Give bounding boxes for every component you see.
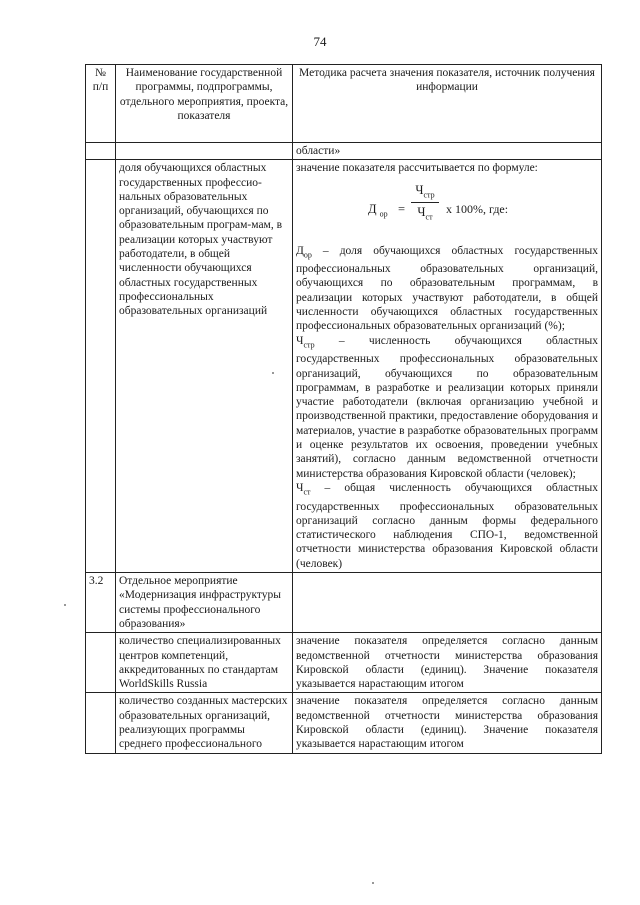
table-row — [86, 573, 602, 633]
carry-over-method-cell: области» — [293, 143, 602, 160]
formula-denominator-subscript: ст — [425, 212, 433, 222]
formula — [296, 182, 598, 238]
definition-dor-text: – доля обучающихся областных государственных профессиональных образовательных организаций, обучающихся по образовательным программам, в реализации которых участвуют работодатели, в общей численности обучающихся областных государственных профессиональных образовательных организаций (%); — [296, 244, 598, 333]
row-number: 3.2 — [86, 573, 116, 633]
table-row — [86, 160, 602, 573]
carry-over-num-cell — [86, 143, 116, 160]
method-intro: значение показателя рассчитывается по формуле: — [296, 162, 538, 175]
definition-chstr — [296, 334, 598, 481]
table-row — [86, 633, 602, 693]
indicator-name: количество специализированных центров компетенций, аккредитованных по стандартам WorldSkills Russia — [116, 633, 293, 693]
formula-numerator-symbol: Ч — [415, 182, 424, 197]
formula-rhs: х 100%, где: — [446, 201, 509, 216]
formula-lhs-subscript: ор — [379, 209, 388, 219]
row-number — [86, 633, 116, 693]
definition-dor-subscript: ор — [303, 249, 312, 259]
page-number: 74 — [313, 34, 327, 49]
definition-chstr-subscript: стр — [303, 339, 315, 349]
scan-speck — [64, 604, 66, 606]
formula-lhs-symbol: Д — [368, 201, 377, 216]
indicator-name: Отдельное мероприятие «Модернизация инфраструктуры системы профессионального образования» — [116, 573, 293, 633]
definition-chst-text: – общая численность обучающихся областных государственных профессиональных образовательных организаций согласно данным формы федерального статистического наблюдения СПО-1, ведомственной отчетности министерства образования Кировской области (человек) — [296, 481, 598, 570]
definition-chstr-symbol: Ч — [296, 334, 304, 347]
fraction-bar — [411, 202, 439, 203]
formula-denominator — [411, 205, 439, 225]
indicator-name: доля обучающихся областных государственных профессио-нальных образовательных организаций, обучающихся по образовательным програм-мам, в реализации которых участвуют работодатели, в общей численности обучающихся областных государственных профессиональных образовательных организаций — [116, 160, 293, 573]
definition-chst — [296, 481, 598, 571]
row-number — [86, 160, 116, 573]
header-method-column: Методика расчета значения показателя, источник получения информации — [293, 65, 602, 143]
method-cell — [293, 160, 602, 573]
method-cell — [293, 573, 602, 633]
carry-over-row — [86, 143, 602, 160]
formula-numerator-subscript: стр — [423, 190, 435, 200]
formula-numerator — [411, 183, 439, 200]
formula-equals: = — [398, 201, 406, 216]
header-name-column: Наименование государственной программы, подпрограммы, отдельного мероприятия, проекта, показателя — [116, 65, 293, 143]
definition-dor-symbol: Д — [296, 244, 304, 257]
formula-fraction — [411, 183, 439, 225]
definition-chstr-text: – численность обучающихся областных государственных профессиональных образовательных организаций, обучающихся по образовательным программам, в разработке и реализации которых приняли участие работодатели (включая организацию учебной и производственной практики, предоставление оборудования и материалов, участие в разработке образовательных программ и оценке результатов их освоения, проведении учебных занятий), согласно данным ведомственной отчетности министерства образования Кировской области (человек); — [296, 334, 598, 480]
definition-dor — [296, 244, 598, 334]
formula-denominator-symbol: Ч — [417, 204, 426, 219]
scan-speck — [272, 372, 274, 374]
indicator-methodology-table — [85, 64, 602, 754]
table-row — [86, 693, 602, 753]
header-number-column: № п/п — [86, 65, 116, 143]
method-cell: значение показателя определяется согласно данным ведомственной отчетности министерства образования Кировской области (единиц). Значение показателя указывается нарастающим итогом — [293, 633, 602, 693]
row-number — [86, 693, 116, 753]
definition-chst-symbol: Ч — [296, 481, 304, 494]
indicator-name: количество созданных мастерских образовательных организаций, реализующих программы среднего профессионального — [116, 693, 293, 753]
formula-lhs — [368, 202, 388, 222]
carry-over-name-cell — [116, 143, 293, 160]
scan-speck — [372, 882, 374, 884]
table-header-row — [86, 65, 602, 143]
method-cell: значение показателя определяется согласно данным ведомственной отчетности министерства образования Кировской области (единиц). Значение показателя указывается нарастающим итогом — [293, 693, 602, 753]
definition-chst-subscript: ст — [303, 487, 311, 497]
